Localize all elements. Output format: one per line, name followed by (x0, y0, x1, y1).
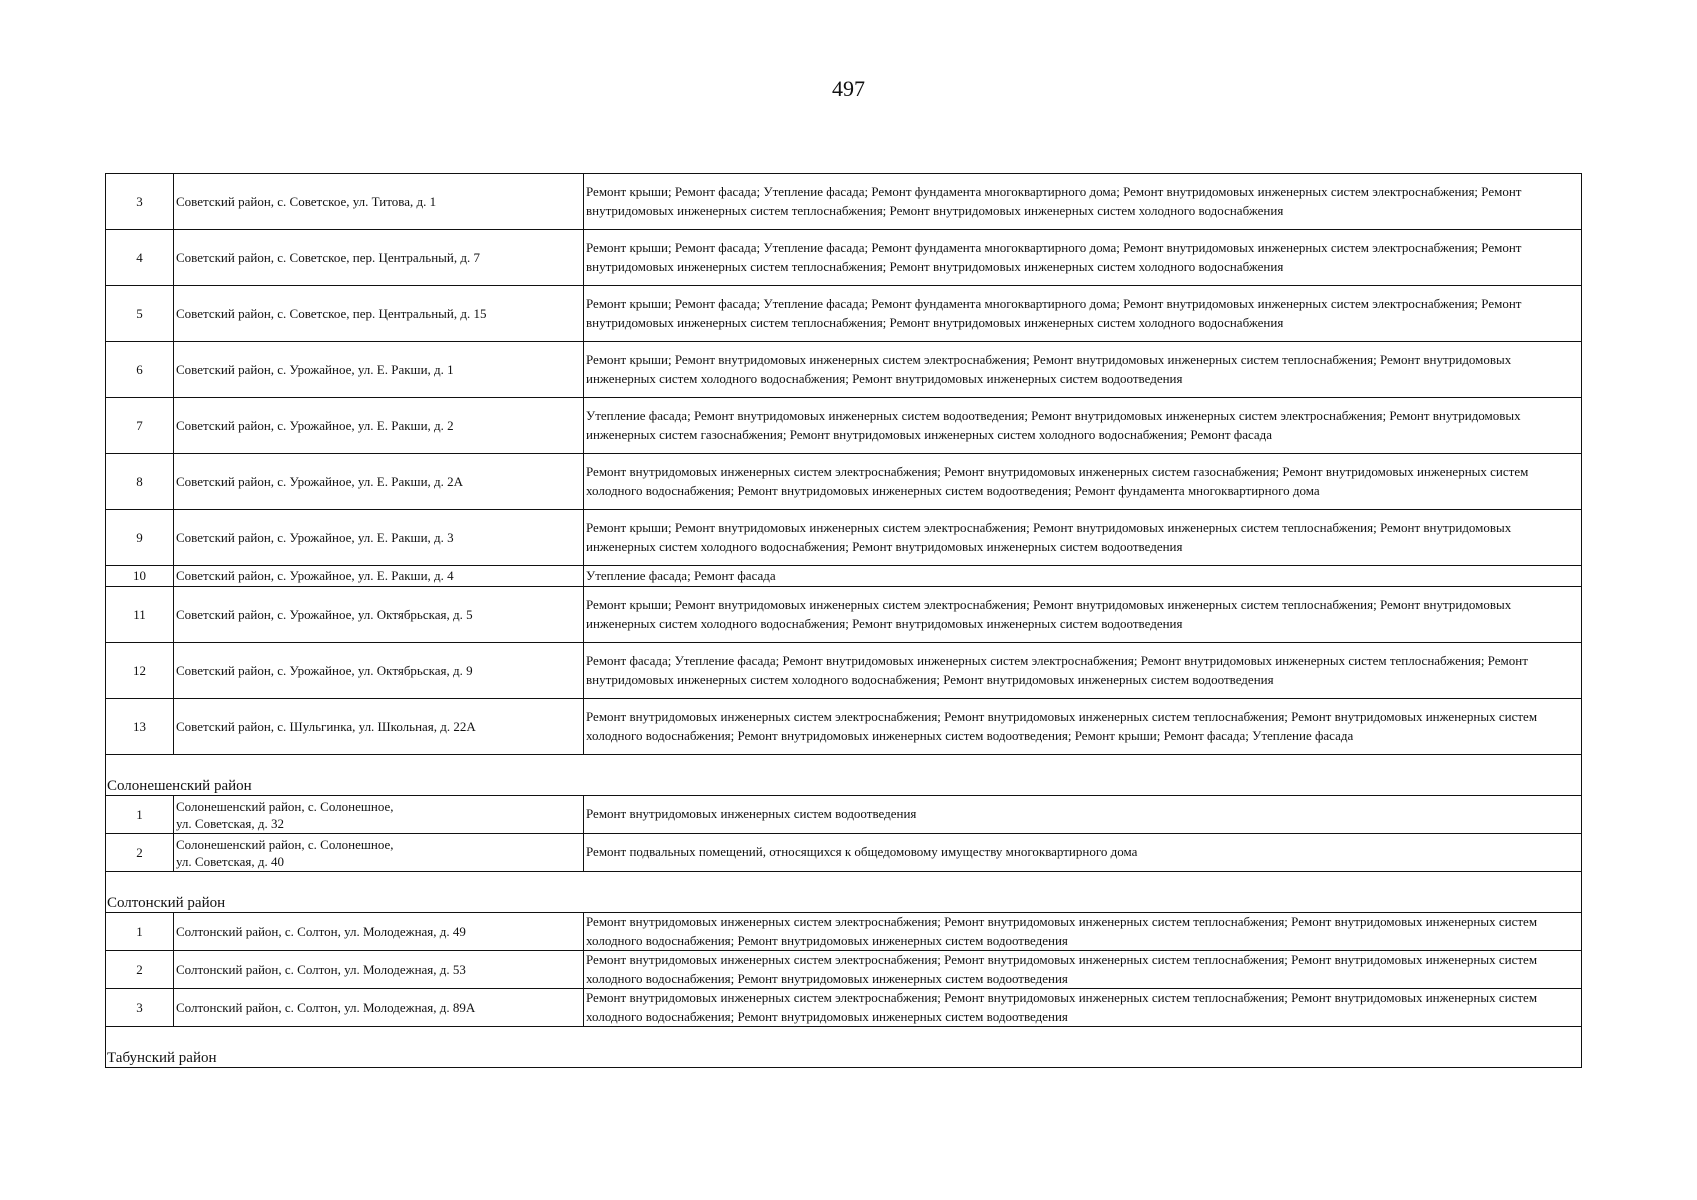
house-address: Солтонский район, с. Солтон, ул. Молодежная, д. 89А (174, 989, 584, 1027)
district-heading: Солтонский район (106, 872, 1582, 913)
table-row (106, 398, 1582, 454)
table-row (106, 342, 1582, 398)
district-heading: Солонешенский район (106, 755, 1582, 796)
house-address: Солтонский район, с. Солтон, ул. Молодежная, д. 53 (174, 951, 584, 989)
house-address: Советский район, с. Урожайное, ул. Е. Ракши, д. 1 (174, 342, 584, 398)
address-line: ул. Советская, д. 32 (176, 815, 285, 831)
repair-register-table (105, 173, 1582, 1068)
table-row (106, 566, 1582, 587)
repair-works: Ремонт крыши; Ремонт внутридомовых инженерных систем электроснабжения; Ремонт внутридомовых инженерных систем теплоснабжения; Ремонт внутридомовых инженерных систем холодного водоснабжения; Ремонт внутридомовых инженерных систем водоотведения (584, 587, 1582, 643)
table-row (106, 796, 1582, 834)
row-number: 3 (106, 174, 174, 230)
table-row (106, 286, 1582, 342)
row-number: 3 (106, 989, 174, 1027)
row-number: 6 (106, 342, 174, 398)
table-row (106, 989, 1582, 1027)
row-number: 11 (106, 587, 174, 643)
table-row (106, 951, 1582, 989)
house-address: Солтонский район, с. Солтон, ул. Молодежная, д. 49 (174, 913, 584, 951)
repair-works: Ремонт крыши; Ремонт фасада; Утепление фасада; Ремонт фундамента многоквартирного дома; Ремонт внутридомовых инженерных систем электроснабжения; Ремонт внутридомовых инженерных систем теплоснабжения; Ремонт внутридомовых инженерных систем холодного водоснабжения (584, 286, 1582, 342)
house-address (174, 796, 584, 834)
house-address: Советский район, с. Урожайное, ул. Е. Ракши, д. 4 (174, 566, 584, 587)
repair-works: Ремонт подвальных помещений, относящихся к общедомовому имуществу многоквартирного дома (584, 834, 1582, 872)
row-number: 8 (106, 454, 174, 510)
house-address: Советский район, с. Урожайное, ул. Е. Ракши, д. 2 (174, 398, 584, 454)
house-address: Советский район, с. Урожайное, ул. Октябрьская, д. 9 (174, 643, 584, 699)
repair-works: Утепление фасада; Ремонт фасада (584, 566, 1582, 587)
table-row (106, 643, 1582, 699)
repair-works: Ремонт внутридомовых инженерных систем водоотведения (584, 796, 1582, 834)
house-address: Советский район, с. Урожайное, ул. Е. Ракши, д. 2А (174, 454, 584, 510)
row-number: 2 (106, 951, 174, 989)
table-row (106, 230, 1582, 286)
repair-works: Ремонт внутридомовых инженерных систем электроснабжения; Ремонт внутридомовых инженерных систем теплоснабжения; Ремонт внутридомовых инженерных систем холодного водоснабжения; Ремонт внутридомовых инженерных систем водоотведения (584, 951, 1582, 989)
table-row (106, 587, 1582, 643)
row-number: 1 (106, 913, 174, 951)
row-number: 4 (106, 230, 174, 286)
house-address: Советский район, с. Шульгинка, ул. Школьная, д. 22А (174, 699, 584, 755)
house-address: Советский район, с. Советское, ул. Титова, д. 1 (174, 174, 584, 230)
table-row (106, 834, 1582, 872)
repair-works: Ремонт внутридомовых инженерных систем электроснабжения; Ремонт внутридомовых инженерных систем газоснабжения; Ремонт внутридомовых инженерных систем холодного водоснабжения; Ремонт внутридомовых инженерных систем водоотведения; Ремонт фундамента многоквартирного дома (584, 454, 1582, 510)
address-line: Солонешенский район, с. Солонешное, (176, 836, 394, 852)
house-address: Советский район, с. Советское, пер. Центральный, д. 7 (174, 230, 584, 286)
row-number: 12 (106, 643, 174, 699)
house-address: Советский район, с. Советское, пер. Центральный, д. 15 (174, 286, 584, 342)
district-heading-row (106, 1027, 1582, 1068)
row-number: 10 (106, 566, 174, 587)
table-row (106, 174, 1582, 230)
table-row (106, 510, 1582, 566)
repair-works: Утепление фасада; Ремонт внутридомовых инженерных систем водоотведения; Ремонт внутридомовых инженерных систем электроснабжения; Ремонт внутридомовых инженерных систем газоснабжения; Ремонт внутридомовых инженерных систем холодного водоснабжения; Ремонт фасада (584, 398, 1582, 454)
repair-works: Ремонт крыши; Ремонт фасада; Утепление фасада; Ремонт фундамента многоквартирного дома; Ремонт внутридомовых инженерных систем электроснабжения; Ремонт внутридомовых инженерных систем теплоснабжения; Ремонт внутридомовых инженерных систем холодного водоснабжения (584, 174, 1582, 230)
table-row (106, 913, 1582, 951)
address-line: ул. Советская, д. 40 (176, 853, 285, 869)
repair-works: Ремонт крыши; Ремонт внутридомовых инженерных систем электроснабжения; Ремонт внутридомовых инженерных систем теплоснабжения; Ремонт внутридомовых инженерных систем холодного водоснабжения; Ремонт внутридомовых инженерных систем водоотведения (584, 342, 1582, 398)
district-heading-row (106, 872, 1582, 913)
repair-works: Ремонт крыши; Ремонт внутридомовых инженерных систем электроснабжения; Ремонт внутридомовых инженерных систем теплоснабжения; Ремонт внутридомовых инженерных систем холодного водоснабжения; Ремонт внутридомовых инженерных систем водоотведения (584, 510, 1582, 566)
row-number: 1 (106, 796, 174, 834)
table-row (106, 454, 1582, 510)
district-heading-row (106, 755, 1582, 796)
repair-works: Ремонт внутридомовых инженерных систем электроснабжения; Ремонт внутридомовых инженерных систем теплоснабжения; Ремонт внутридомовых инженерных систем холодного водоснабжения; Ремонт внутридомовых инженерных систем водоотведения (584, 989, 1582, 1027)
repair-works: Ремонт фасада; Утепление фасада; Ремонт внутридомовых инженерных систем электроснабжения; Ремонт внутридомовых инженерных систем теплоснабжения; Ремонт внутридомовых инженерных систем холодного водоснабжения; Ремонт внутридомовых инженерных систем водоотведения (584, 643, 1582, 699)
repair-works: Ремонт крыши; Ремонт фасада; Утепление фасада; Ремонт фундамента многоквартирного дома; Ремонт внутридомовых инженерных систем электроснабжения; Ремонт внутридомовых инженерных систем теплоснабжения; Ремонт внутридомовых инженерных систем холодного водоснабжения (584, 230, 1582, 286)
house-address: Советский район, с. Урожайное, ул. Е. Ракши, д. 3 (174, 510, 584, 566)
house-address (174, 834, 584, 872)
address-line: Солонешенский район, с. Солонешное, (176, 798, 394, 814)
row-number: 13 (106, 699, 174, 755)
row-number: 9 (106, 510, 174, 566)
page-number: 497 (832, 76, 865, 101)
row-number: 7 (106, 398, 174, 454)
row-number: 2 (106, 834, 174, 872)
repair-works: Ремонт внутридомовых инженерных систем электроснабжения; Ремонт внутридомовых инженерных систем теплоснабжения; Ремонт внутридомовых инженерных систем холодного водоснабжения; Ремонт внутридомовых инженерных систем водоотведения (584, 913, 1582, 951)
table-row (106, 699, 1582, 755)
repair-works: Ремонт внутридомовых инженерных систем электроснабжения; Ремонт внутридомовых инженерных систем теплоснабжения; Ремонт внутридомовых инженерных систем холодного водоснабжения; Ремонт внутридомовых инженерных систем водоотведения; Ремонт крыши; Ремонт фасада; Утепление фасада (584, 699, 1582, 755)
district-heading: Табунский район (106, 1027, 1582, 1068)
row-number: 5 (106, 286, 174, 342)
house-address: Советский район, с. Урожайное, ул. Октябрьская, д. 5 (174, 587, 584, 643)
